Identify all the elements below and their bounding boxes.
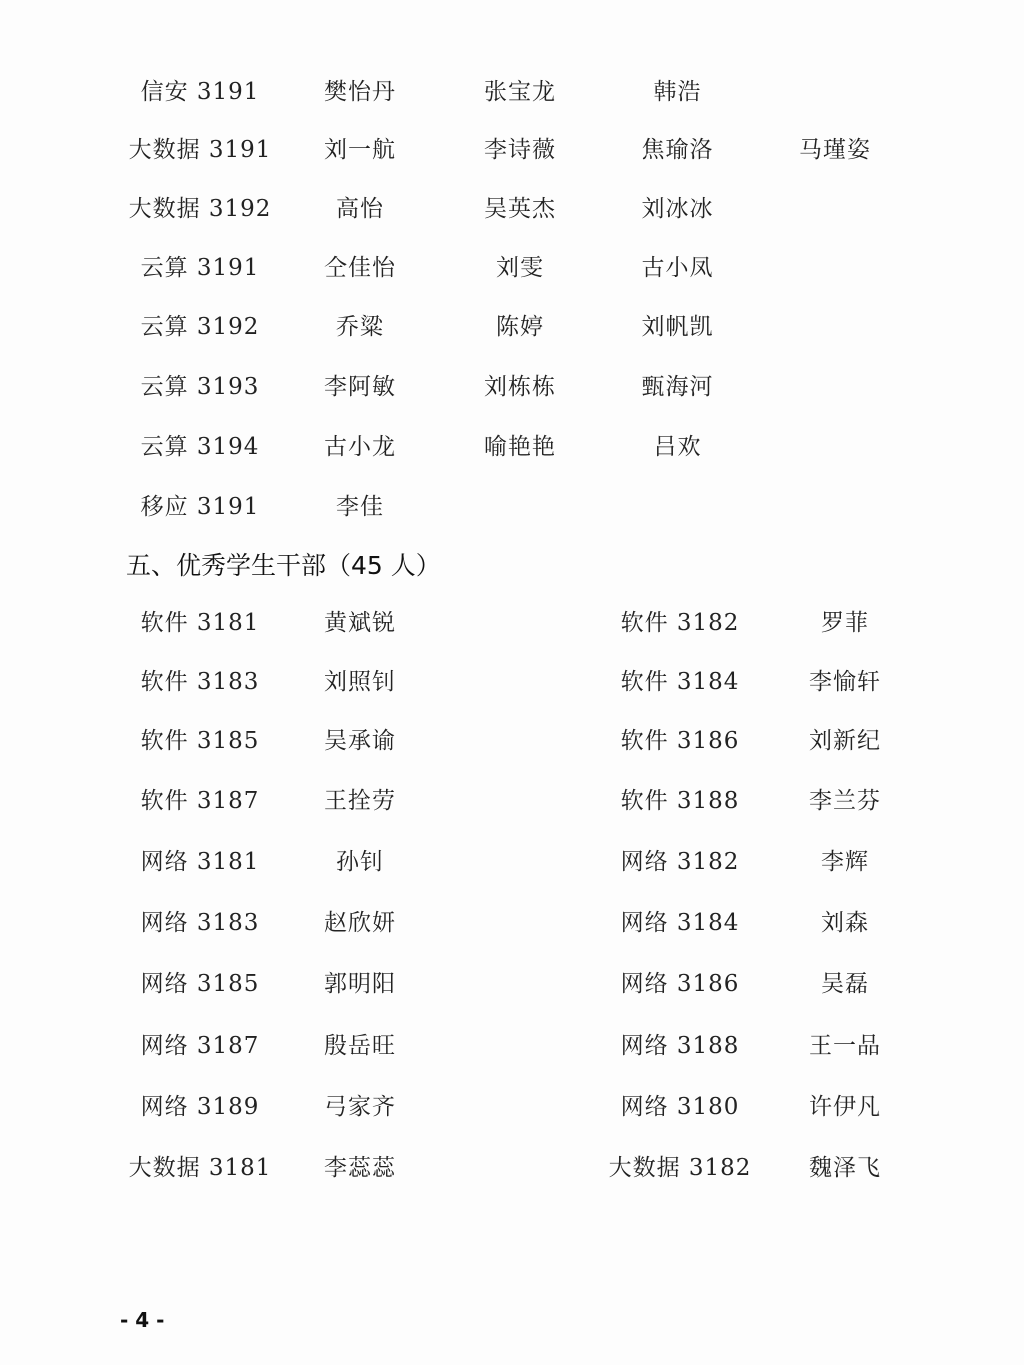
student-name: 李兰芬 [809,788,881,814]
student-name: 刘森 [821,910,869,936]
student-name [605,487,750,527]
student-name: 刘帆凯 [641,314,714,340]
student-name [765,487,905,527]
table-row [0,72,1024,112]
student-name [765,367,905,407]
class-name: 网络 3183 [140,910,260,936]
student-name: 郭明阳 [324,971,396,997]
class-name: 云算 3191 [140,255,260,281]
table-row [0,189,1024,229]
table-row [0,487,1024,527]
student-name: 李蕊蕊 [324,1155,396,1181]
class-name: 网络 3188 [620,1033,740,1059]
student-name [765,189,905,229]
student-name: 吴磊 [821,971,869,997]
student-name [765,72,905,112]
table-row [0,964,1024,1004]
student-name: 弓家齐 [324,1094,396,1120]
table-row [0,842,1024,882]
class-name: 云算 3194 [140,434,260,460]
table-row [0,781,1024,821]
student-name: 吕欢 [653,434,702,460]
student-name: 王一品 [809,1033,881,1059]
student-name: 马瑾姿 [799,137,871,163]
class-name: 移应 3191 [140,494,260,520]
table-row [0,721,1024,761]
student-name: 刘雯 [496,255,544,281]
student-name: 刘新纪 [809,728,881,754]
class-name: 网络 3187 [140,1033,260,1059]
student-name: 李诗薇 [484,137,556,163]
class-name: 网络 3181 [140,849,260,875]
student-name: 仝佳怡 [324,255,396,281]
student-name: 殷岳旺 [324,1033,396,1059]
class-name: 云算 3192 [140,314,260,340]
class-name: 信安 3191 [140,79,260,105]
student-name: 赵欣妍 [324,910,396,936]
student-name: 李愉轩 [809,669,881,695]
student-name: 樊怡丹 [324,79,396,105]
class-name: 软件 3184 [620,669,740,695]
student-name: 韩浩 [653,79,702,105]
class-name: 云算 3193 [140,374,260,400]
table-row [0,1087,1024,1127]
class-name: 网络 3186 [620,971,740,997]
student-name: 李佳 [336,494,384,520]
class-name: 大数据 3191 [128,137,272,163]
table-row [0,130,1024,170]
section-title: 五、优秀学生干部（45 人） [126,551,441,580]
table-row [0,427,1024,467]
table-row [0,903,1024,943]
class-name: 软件 3181 [140,610,260,636]
student-name: 魏泽飞 [809,1155,881,1181]
page-number: - 4 - [120,1308,165,1332]
table-row [0,662,1024,702]
table-row [0,603,1024,643]
student-name: 刘一航 [324,137,396,163]
student-name: 喻艳艳 [484,434,556,460]
class-name: 网络 3182 [620,849,740,875]
student-name: 甄海河 [641,374,714,400]
class-name: 软件 3182 [620,610,740,636]
class-name: 网络 3189 [140,1094,260,1120]
class-name: 网络 3184 [620,910,740,936]
student-name: 刘照钊 [324,669,396,695]
table-row [0,307,1024,347]
table-row [0,1148,1024,1188]
student-name: 王拴劳 [324,788,396,814]
student-name: 张宝龙 [484,79,556,105]
class-name: 软件 3186 [620,728,740,754]
student-name: 吴英杰 [484,196,556,222]
student-name: 孙钊 [336,849,384,875]
student-name: 罗菲 [821,610,869,636]
student-name: 高怡 [336,196,384,222]
class-name: 软件 3188 [620,788,740,814]
class-name: 软件 3187 [140,788,260,814]
class-name: 大数据 3182 [608,1155,752,1181]
class-name: 网络 3180 [620,1094,740,1120]
student-name [765,248,905,288]
student-name: 陈婷 [496,314,544,340]
class-name: 大数据 3181 [128,1155,272,1181]
table-row [0,1026,1024,1066]
student-name: 古小凤 [641,255,714,281]
table-row [0,367,1024,407]
student-name: 刘冰冰 [641,196,714,222]
student-name: 刘栋栋 [484,374,556,400]
student-name: 黄斌锐 [324,610,396,636]
student-name: 李辉 [821,849,869,875]
student-name: 焦瑜洛 [641,137,714,163]
student-name: 吴承谕 [324,728,396,754]
student-name: 许伊凡 [809,1094,881,1120]
class-name: 网络 3185 [140,971,260,997]
table-row [0,248,1024,288]
class-name: 软件 3185 [140,728,260,754]
student-name [450,487,590,527]
class-name: 大数据 3192 [128,196,272,222]
student-name [765,307,905,347]
student-name: 古小龙 [324,434,396,460]
student-name [765,427,905,467]
student-name: 乔粱 [336,314,384,340]
class-name: 软件 3183 [140,669,260,695]
student-name: 李阿敏 [324,374,396,400]
